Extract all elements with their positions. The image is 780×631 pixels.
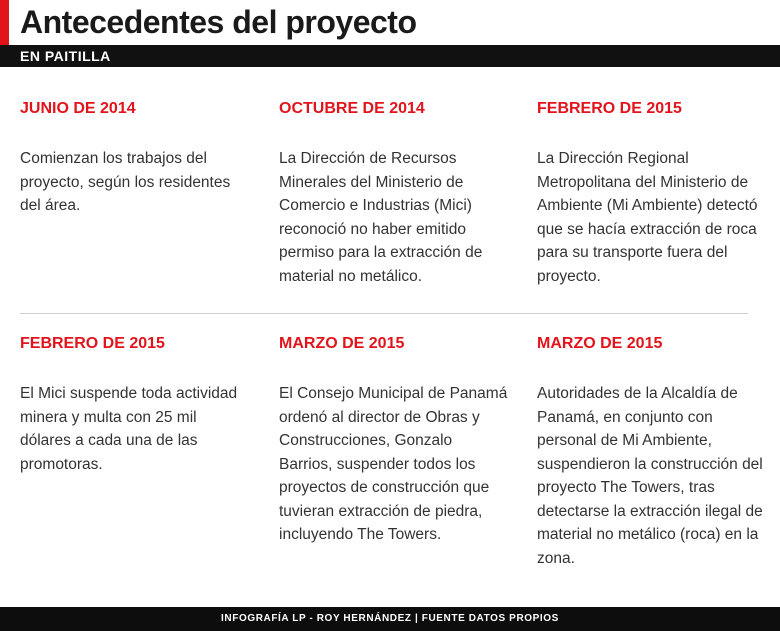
event-item: [537, 99, 767, 288]
event-date: FEBRERO DE 2015: [20, 335, 165, 352]
event-date: OCTUBRE DE 2014: [279, 100, 425, 117]
event-text: Comienzan los trabajos del proyecto, según los residentes del área.: [20, 150, 231, 214]
event-item: [537, 334, 767, 570]
credits-footer: [0, 607, 780, 631]
event-date: MARZO DE 2015: [279, 335, 405, 352]
event-text: La Dirección Regional Metropolitana del Ministerio de Ambiente (Mi Ambiente) detectó que se hacía extracción de roca para su transporte fuera del proyecto.: [537, 150, 758, 285]
event-date: FEBRERO DE 2015: [537, 100, 682, 117]
event-item: [20, 99, 250, 218]
event-date: MARZO DE 2015: [537, 335, 663, 352]
event-item: [279, 334, 509, 547]
event-item: [20, 334, 250, 476]
event-date: JUNIO DE 2014: [20, 100, 136, 117]
page-title: Antecedentes del proyecto: [20, 4, 417, 40]
event-text: Autoridades de la Alcaldía de Panamá, en conjunto con personal de Mi Ambiente, suspendieron la construcción del proyecto The Towers, tras detectarse la extracción ilegal de material no metálico (roca) en la zona.: [537, 385, 763, 567]
row-divider: [20, 313, 748, 314]
event-text: El Mici suspende toda actividad minera y multa con 25 mil dólares a cada una de las promotoras.: [20, 385, 238, 473]
credits-text: INFOGRAFÍA LP - ROY HERNÁNDEZ | FUENTE DATOS PROPIOS: [221, 613, 559, 624]
event-text: La Dirección de Recursos Minerales del Ministerio de Comercio e Industrias (Mici) reconoció no haber emitido permiso para la extracción de material no metálico.: [279, 150, 483, 285]
subtitle: EN PAITILLA: [20, 48, 111, 64]
event-item: [279, 99, 509, 288]
event-text: El Consejo Municipal de Panamá ordenó al director de Obras y Construcciones, Gonzalo Barrios, suspender todos los proyectos de construcción que tuvieran extracción de piedra, incluyendo The Towers.: [279, 385, 508, 543]
subtitle-bar: [0, 45, 780, 67]
title-accent-bar: [0, 0, 9, 45]
